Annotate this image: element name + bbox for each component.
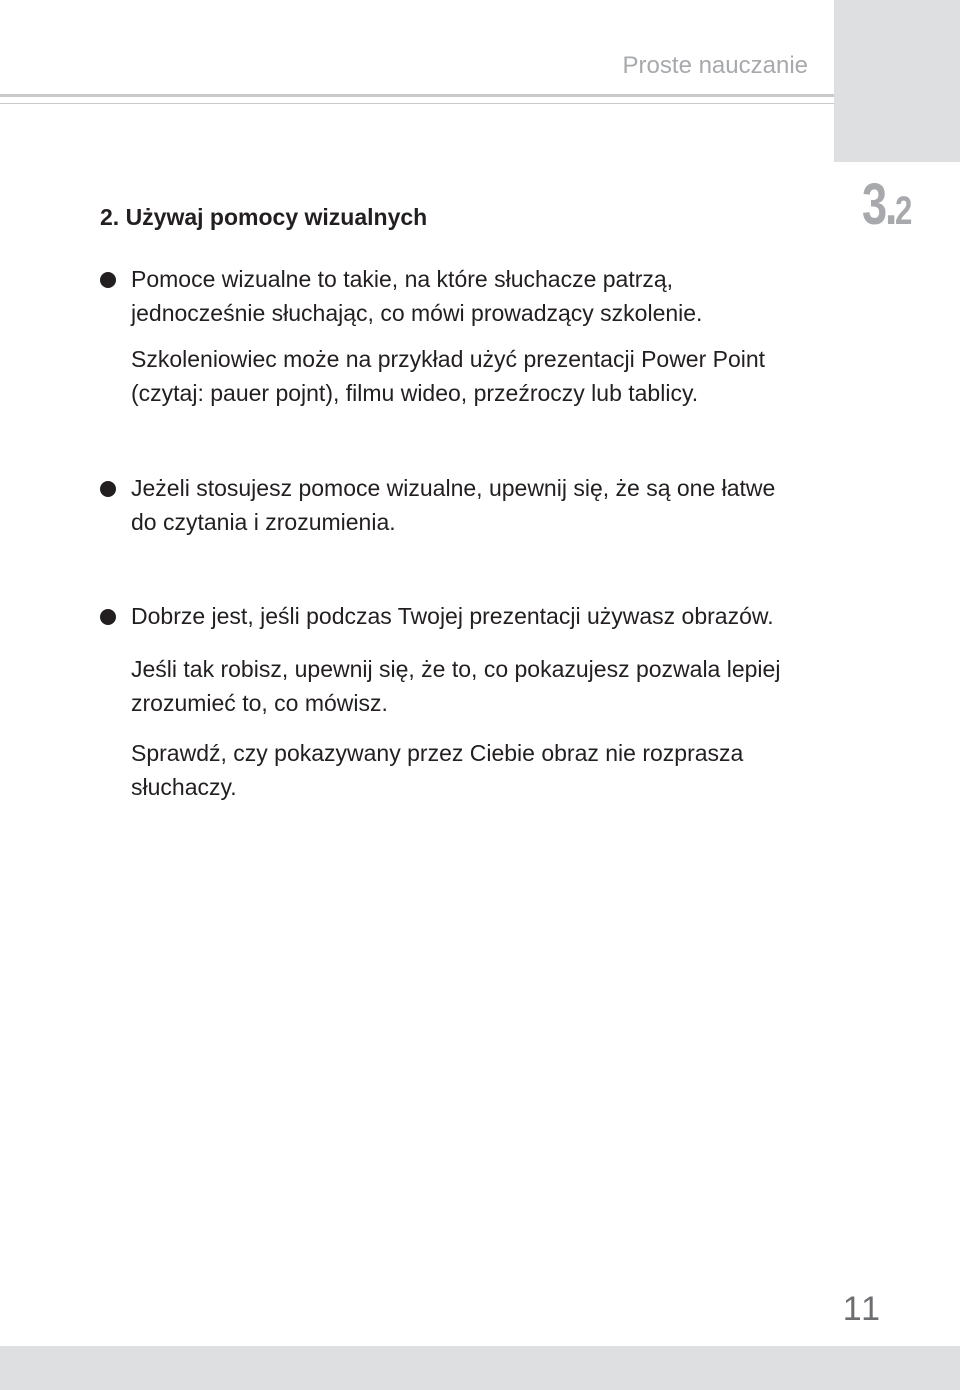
bullet-3-paragraph-2: Jeśli tak robisz, upewnij się, że to, co pokazujesz pozwala lepiej zrozumieć to, co mówisz. <box>131 656 781 716</box>
page-number: 11 <box>842 1290 882 1328</box>
bullet-1-paragraph-2: Szkoleniowiec może na przykład użyć prezentacji Power Point (czytaj: pauer pojnt), filmu wideo, przeźroczy lub tablicy. <box>131 346 766 406</box>
chapter-side-tab <box>834 0 960 162</box>
chapter-number-major: 3. <box>862 172 896 237</box>
bullet-3-paragraph-1: Dobrze jest, jeśli podczas Twojej prezentacji używasz obrazów. <box>131 603 774 629</box>
header-rule-thick <box>0 94 834 97</box>
bullet-point <box>100 272 116 288</box>
bullet-point <box>100 481 116 497</box>
section-heading: 2. Używaj pomocy wizualnych <box>100 204 428 230</box>
bullet-1-paragraph-1: Pomoce wizualne to takie, na które słuchacze patrzą, jednocześnie słuchając, co mówi prowadzący szkolenie. <box>131 266 703 326</box>
chapter-number <box>862 172 913 237</box>
footer-band <box>0 1346 960 1390</box>
chapter-number-minor: 2 <box>895 189 913 233</box>
header-rule-thin <box>0 103 834 104</box>
bullet-3-paragraph-3: Sprawdź, czy pokazywany przez Ciebie obraz nie rozprasza słuchaczy. <box>131 740 744 800</box>
bullet-point <box>100 609 116 625</box>
bullet-2-paragraph-1: Jeżeli stosujesz pomoce wizualne, upewnij się, że są one łatwe do czytania i zrozumienia. <box>131 475 776 535</box>
running-header-title: Proste nauczanie <box>622 52 808 79</box>
